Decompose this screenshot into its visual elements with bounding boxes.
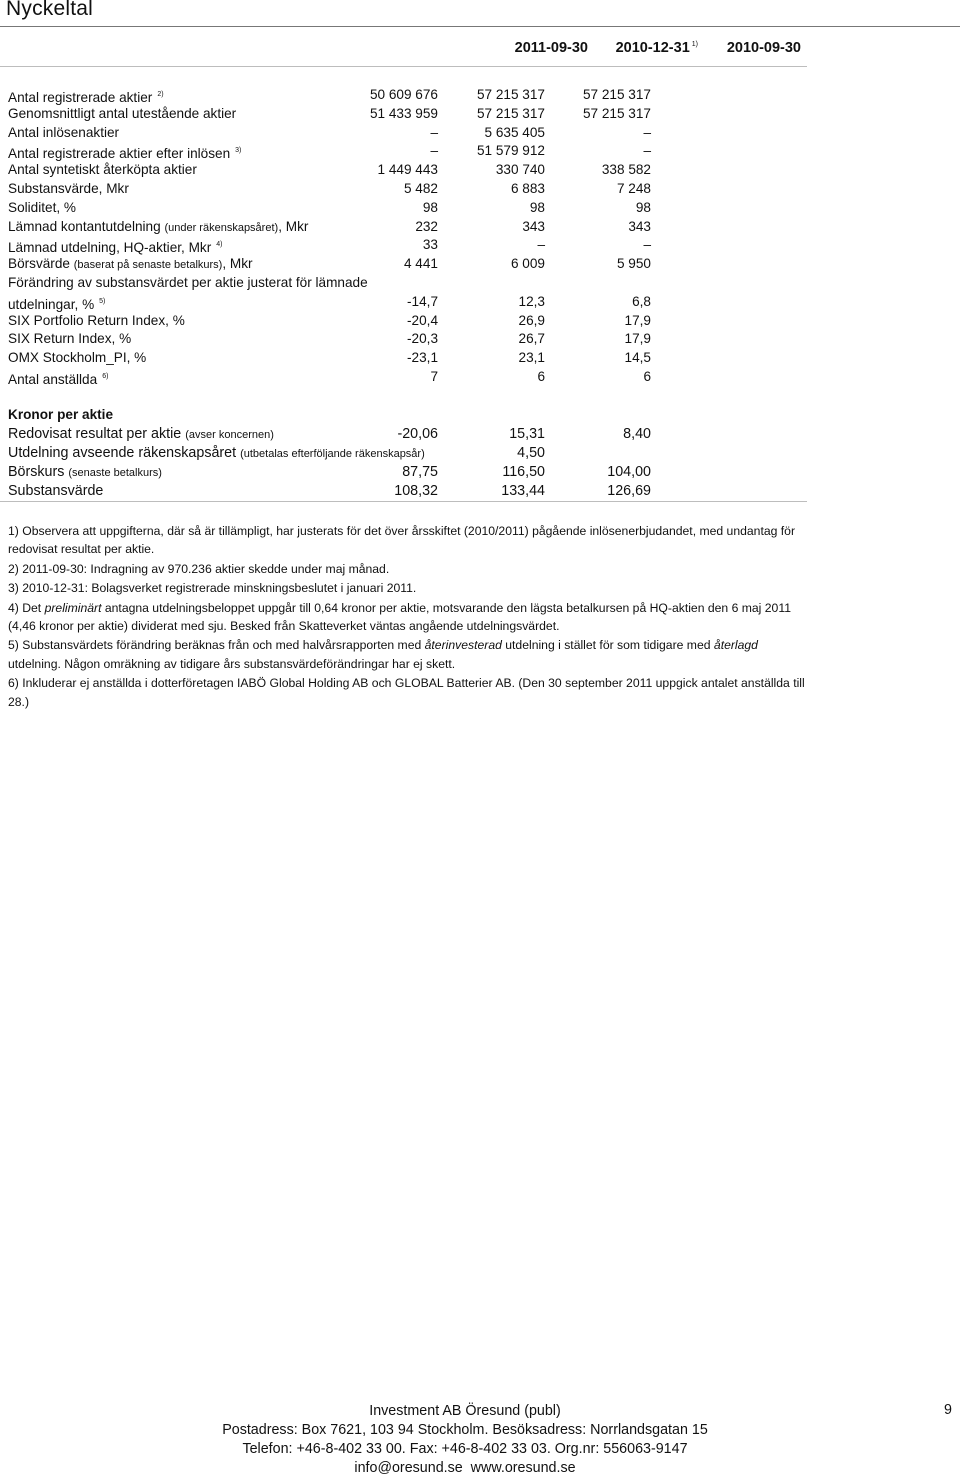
table-row (0, 292, 810, 311)
value-cell-col3: 338 582 (601, 162, 651, 178)
footnotes (8, 522, 808, 712)
row-label-qualifier: (avser koncernen) (185, 429, 274, 441)
value-cell-col3: 17,9 (624, 331, 651, 347)
row-label (8, 482, 103, 501)
value-cell-col3: – (643, 124, 651, 140)
footnote (8, 579, 808, 597)
footnote-marker: 2) (157, 91, 164, 98)
page-title: Nyckeltal (6, 0, 93, 20)
header-divider (0, 66, 807, 67)
value-cell-col2: 57 215 317 (476, 87, 545, 102)
value-cell-col1: 87,75 (402, 464, 438, 480)
table-row (0, 141, 810, 160)
value-cell-col1: -20,06 (397, 426, 438, 442)
row-label-text: Substansvärde (8, 483, 104, 499)
value-cell-col1: 108,32 (394, 483, 438, 499)
table-row (0, 367, 810, 386)
row-label-text: Börsvärde (8, 256, 70, 272)
table-row (0, 329, 810, 348)
row-label-text: Börskurs (8, 464, 65, 480)
row-label-qualifier: (utbetalas efterföljande räkenskapsår) (240, 448, 425, 460)
footnote (8, 674, 808, 711)
table-row (0, 254, 810, 273)
row-label-text: Kronor per aktie (8, 407, 113, 422)
value-cell-col3: 14,5 (624, 350, 651, 366)
row-label-text: Antal syntetiskt återköpta aktier (8, 162, 197, 178)
value-cell-col3: 5 950 (616, 256, 651, 272)
value-cell-col1: -20,3 (407, 331, 438, 347)
footnote-text: 2) 2011-09-30: Indragning av 970.236 aktier skedde under maj månad. (8, 561, 390, 576)
row-label-text: Antal registrerade aktier efter inlösen (8, 146, 231, 162)
value-cell-col3: 6,8 (632, 293, 651, 309)
footnote-text: 3) 2010-12-31: Bolagsverket registrerade minskningsbeslutet i januari 2011. (8, 581, 417, 596)
value-cell-col2: 5 635 405 (484, 124, 545, 140)
row-label-text: SIX Portfolio Return Index, % (8, 312, 185, 328)
value-cell-col2: – (537, 237, 545, 253)
value-cell-col3: 7 248 (616, 181, 651, 196)
column-header-2010-09-30: 2010-09-30 (726, 40, 801, 56)
row-label-qualifier: (baserat på senaste betalkurs) (73, 259, 223, 272)
per-share-row (0, 463, 810, 482)
row-label (8, 311, 185, 330)
footnote (8, 636, 808, 673)
table-row (0, 123, 810, 142)
row-label-text: Antal inlösenaktier (8, 124, 120, 140)
value-cell-col1: – (430, 143, 438, 159)
value-cell-col3: 126,69 (607, 483, 651, 499)
footnote-emphasis: återinvesterad (424, 638, 502, 653)
row-label-qualifier: (senaste betalkurs) (68, 467, 162, 479)
value-cell-col2: 116,50 (502, 464, 545, 480)
value-cell-col2: 51 579 912 (476, 143, 545, 159)
row-label-text: Redovisat resultat per aktie (8, 426, 182, 442)
footnote-text: utdelning i stället för som tidigare med (501, 638, 714, 653)
table-row (0, 273, 810, 292)
row-label-text: utdelningar, % (8, 296, 95, 312)
row-label-suffix: , Mkr (278, 218, 309, 234)
footnote-marker: 4) (216, 241, 223, 249)
row-label-text: Genomsnittligt antal utestående aktier (8, 105, 237, 121)
page-number: 9 (944, 1402, 952, 1418)
footer-phone: Telefon: +46-8-402 33 00. Fax: +46-8-402 33 03. Org.nr: 556063-9147 (242, 1441, 688, 1457)
value-cell-col2: 6 883 (510, 181, 545, 196)
value-cell-col1: 1 449 443 (377, 162, 438, 178)
per-share-row (0, 482, 810, 501)
value-cell-col1: 7 (430, 369, 438, 384)
column-header-note: 1) (691, 41, 698, 49)
value-cell-col2: 15,31 (509, 426, 545, 442)
row-label (8, 425, 274, 445)
footnote-text: 5) Substansvärdets förändring beräknas från och med halvårsrapporten med (8, 638, 425, 653)
footnote-marker: 3) (235, 147, 242, 155)
row-label-text: Soliditet, % (8, 199, 77, 215)
value-cell-col3: 343 (628, 218, 651, 234)
row-label-text: SIX Return Index, % (8, 331, 132, 347)
value-cell-col2: 133,44 (501, 483, 545, 499)
value-cell-col2: 23,1 (518, 350, 545, 366)
footnote-text: 1) Observera att uppgifterna, där så är tillämpligt, har justerats för det över årsskiftet (2010/2011) pågående inlösenerbjudandet, med undantag för redovisat resultat per aktie. (8, 524, 796, 557)
value-cell-col3: – (643, 237, 651, 253)
footnote-marker: 5) (99, 297, 106, 305)
table-row (0, 348, 810, 367)
row-label (8, 104, 236, 123)
footer-web: info@oresund.se www.oresund.se (354, 1460, 576, 1476)
table-row (0, 198, 810, 217)
footnote-emphasis: återlagd (713, 638, 758, 653)
row-label (8, 463, 162, 483)
table-row (0, 217, 810, 236)
value-cell-col3: 104,00 (607, 464, 651, 480)
value-cell-col2: 343 (522, 218, 545, 234)
row-label (8, 179, 129, 198)
row-label (8, 367, 108, 389)
row-label-text: Lämnad kontantutdelning (8, 218, 161, 234)
value-cell-col2: 6 009 (510, 256, 545, 272)
row-label-text: OMX Stockholm_PI, % (8, 350, 147, 366)
row-label (8, 160, 197, 179)
table-row (0, 85, 810, 104)
row-label (8, 348, 146, 367)
value-cell-col3: 17,9 (624, 312, 651, 328)
table-row (0, 104, 810, 123)
value-cell-col2: 6 (537, 369, 545, 384)
section-heading-per-share (0, 405, 810, 424)
value-cell-col2: 4,50 (517, 445, 545, 461)
value-cell-col3: 57 215 317 (582, 105, 651, 121)
footnote-text: utdelning. Någon omräkning av tidigare års substansvärdeförändringar har ej skett. (8, 656, 456, 671)
value-cell-col2: 98 (529, 199, 545, 215)
value-cell-col3: 98 (635, 199, 651, 215)
footnote (8, 560, 808, 578)
row-label-text: Antal registrerade aktier (8, 90, 153, 105)
footnote (8, 522, 808, 559)
value-cell-col1: -20,4 (407, 312, 438, 328)
footer-address: Postadress: Box 7621, 103 94 Stockholm. Besöksadress: Norrlandsgatan 15 (222, 1422, 708, 1438)
per-share-row (0, 425, 810, 444)
value-cell-col3: 6 (643, 369, 651, 384)
row-label-text: Förändring av substansvärdet per aktie justerat för lämnade (8, 275, 368, 290)
value-cell-col1: 50 609 676 (369, 87, 438, 102)
column-header-2011-09-30: 2011-09-30 (514, 40, 588, 56)
value-cell-col3: 57 215 317 (582, 87, 651, 102)
footnote-text: 4) Det (8, 600, 45, 615)
title-divider (0, 26, 960, 27)
value-cell-col1: 232 (415, 218, 438, 234)
value-cell-col1: -23,1 (407, 350, 438, 366)
value-cell-col2: 330 740 (495, 162, 545, 178)
row-label (8, 329, 131, 348)
column-header-2010-12-31: 2010-12-31 $^{1)}$ (615, 40, 698, 56)
value-cell-col2: 12,3 (518, 293, 545, 309)
row-label-qualifier: (under räkenskapsåret) (164, 221, 279, 234)
table-row (0, 311, 810, 330)
value-cell-col2: 26,9 (518, 312, 545, 328)
value-cell-col1: 4 441 (403, 256, 438, 272)
footnote-emphasis: preliminärt (44, 600, 102, 615)
footnote-text: antagna utdelningsbeloppet uppgår till 0,64 kronor per aktie, motsvarande den lägsta betalkursen på HQ-aktien den 6 maj 2011 (4,46 kronor per aktie) dividerat med sju. Besked från Skatteverket väntas angående utdelningsvärdet. (8, 600, 791, 634)
value-cell-col1: 51 433 959 (369, 105, 438, 121)
table-row (0, 160, 810, 179)
value-cell-col2: 57 215 317 (476, 105, 545, 121)
value-cell-col3: – (643, 143, 651, 159)
value-cell-col1: 5 482 (403, 181, 438, 196)
row-label-text: Utdelning avseende räkenskapsåret (8, 445, 237, 461)
row-label-text: Substansvärde, Mkr (8, 181, 129, 196)
row-label (8, 198, 76, 217)
row-label (8, 444, 425, 464)
row-label-text: Lämnad utdelning, HQ-aktier, Mkr (8, 240, 212, 256)
footnote-marker: 6) (102, 373, 109, 380)
value-cell-col1: -14,7 (407, 293, 438, 309)
per-share-row (0, 444, 810, 463)
table-bottom-divider (0, 501, 807, 502)
value-cell-col1: 98 (422, 199, 438, 215)
value-cell-col1: 33 (422, 237, 438, 253)
value-cell-col2: 26,7 (518, 331, 545, 347)
table-row (0, 235, 810, 254)
table-row (0, 179, 810, 198)
row-label (8, 273, 368, 292)
row-label-suffix: , Mkr (222, 256, 253, 272)
footnote (8, 599, 808, 636)
footer-company: Investment AB Öresund (publ) (369, 1403, 561, 1419)
value-cell-col1: – (430, 124, 438, 140)
row-label (8, 123, 119, 142)
value-cell-col3: 8,40 (623, 426, 651, 442)
row-label-text: Antal anställda (8, 372, 98, 387)
footnote-text: 6) Inkluderar ej anställda i dotterföretagen IABÖ Global Holding AB och GLOBAL Batterier AB. (Den 30 september 2011 uppgick antalet anställda till 28.) (8, 676, 805, 709)
row-label (8, 405, 113, 424)
